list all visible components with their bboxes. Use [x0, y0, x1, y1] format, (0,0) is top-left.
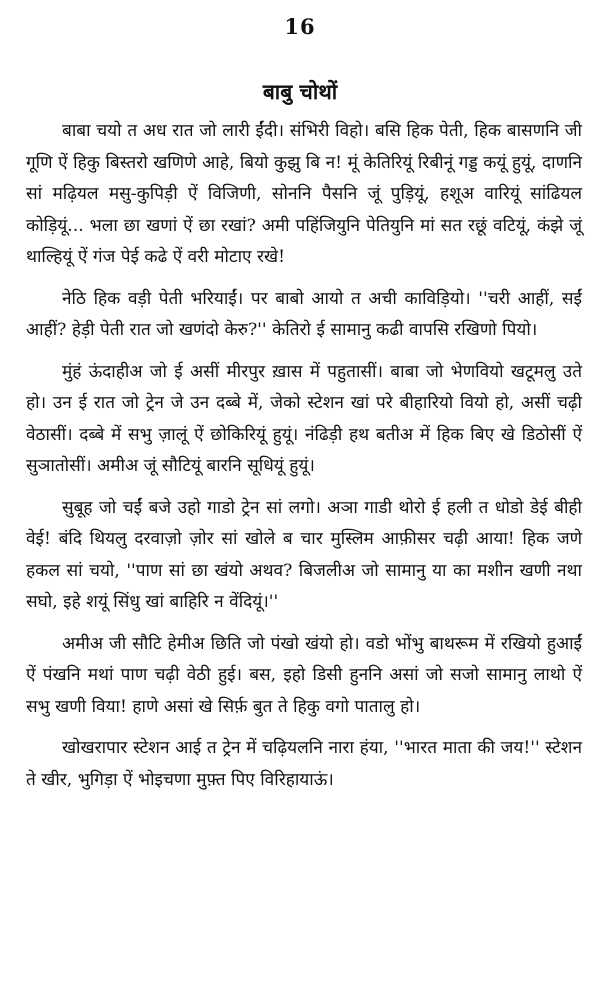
chapter-title: बाबु चोथों: [262, 79, 338, 104]
paragraph-3: मुंहं ऊंदाहीअ जो ई असीं मीरपुर ख़ास में पहुतासीं। बाबा जो भेणवियो खटूमलु उते हो। उन ई रात जो ट्रेन जे उन दब्बे में, जेको स्टेशन खां परे बीहारियो वियो हो, असीं चढ़ी वेठासीं। दब्बे में सभु ज़ालूं ऐं छोकिरियूं हुयूं। नंढिड़ी हथ बतीअ में हिक बिए खे डिठोसीं ऐं सुञातोसीं। अमीअ जूं सौटियूं बारनि सूधियूं हुयूं।: [26, 361, 582, 476]
paragraph-2: नेठि हिक वड़ी पेती भरियाईं। पर बाबो आयो त अची काविड़ियो। ''चरी आहीं, सईं आहीं? हेड़ी पेती रात जो खणंदो केरु?'' केतिरो ई सामानु कढी वापसि रखिणो पियो।: [26, 288, 582, 340]
paragraph-4: सुबूह जो चईं बजे उहो गाडो ट्रेन सां लगो। अञा गाडी थोरो ई हली त धोडो डेई बीही वेई! बंदि थियलु दरवाज़ो ज़ोर सां खोले ब चार मुस्लिम आफ़ीसर चढ़ी आया! हिक जणे हकल सां चयो, ''पाण सां छा खंयो अथव? बिजलीअ जो सामानु या का मशीन खणी नथा सघो, इहे शयूं सिंधु खां बाहिरि न वेंदियूं।'': [26, 497, 582, 612]
page-number: 16: [284, 14, 316, 39]
body-text: [26, 116, 582, 806]
paragraph-1: बाबा चयो त अध रात जो लारी ईंदी। संभिरी विहो। बसि हिक पेती, हिक बासणनि जी गूणि ऐं हिकु बिस्तरो खणिणे आहे, बियो कुझु बि न! मूं केतिरियूं रिबीनूं गड्ड कयूं हुयूं, दाणनि सां मढ़ियल मसु-कुपिड़ी ऐं विजिणी, सोननि पैसनि जूं पुड़ियूं, हशूअ वारियूं सांढियल कोड़ियूं... भला छा खणां ऐं छा रखां? अमी पहिंजियुनि पेतियुनि मां सत रछूं वटियूं, कंझे जूं थाल्हियूं ऐं गंज पेई कढे ऐं वरी मोटाए रखे!: [26, 121, 582, 267]
paragraph-5: अमीअ जी सौटि हेमीअ छिति जो पंखो खंयो हो। वडो भोंभु बाथरूम में रखियो हुआईं ऐं पंखनि मथां पाण चढ़ी वेठी हुई। बस, इहो डिसी हुननि असां जो सजो सामानु लाथो ऐं सभु खणी विया! हाणे असां खे सिर्फ़ बुत ते हिकु वगो पातालु हो।: [26, 633, 582, 717]
paragraph-6: खोखरापार स्टेशन आई त ट्रेन में चढ़ियलनि नारा हंया, ''भारत माता की जय!'' स्टेशन ते खीर, भुगिड़ा ऐं भोइचणा मुफ़्त पिए विरिहायाऊं।: [26, 738, 582, 790]
